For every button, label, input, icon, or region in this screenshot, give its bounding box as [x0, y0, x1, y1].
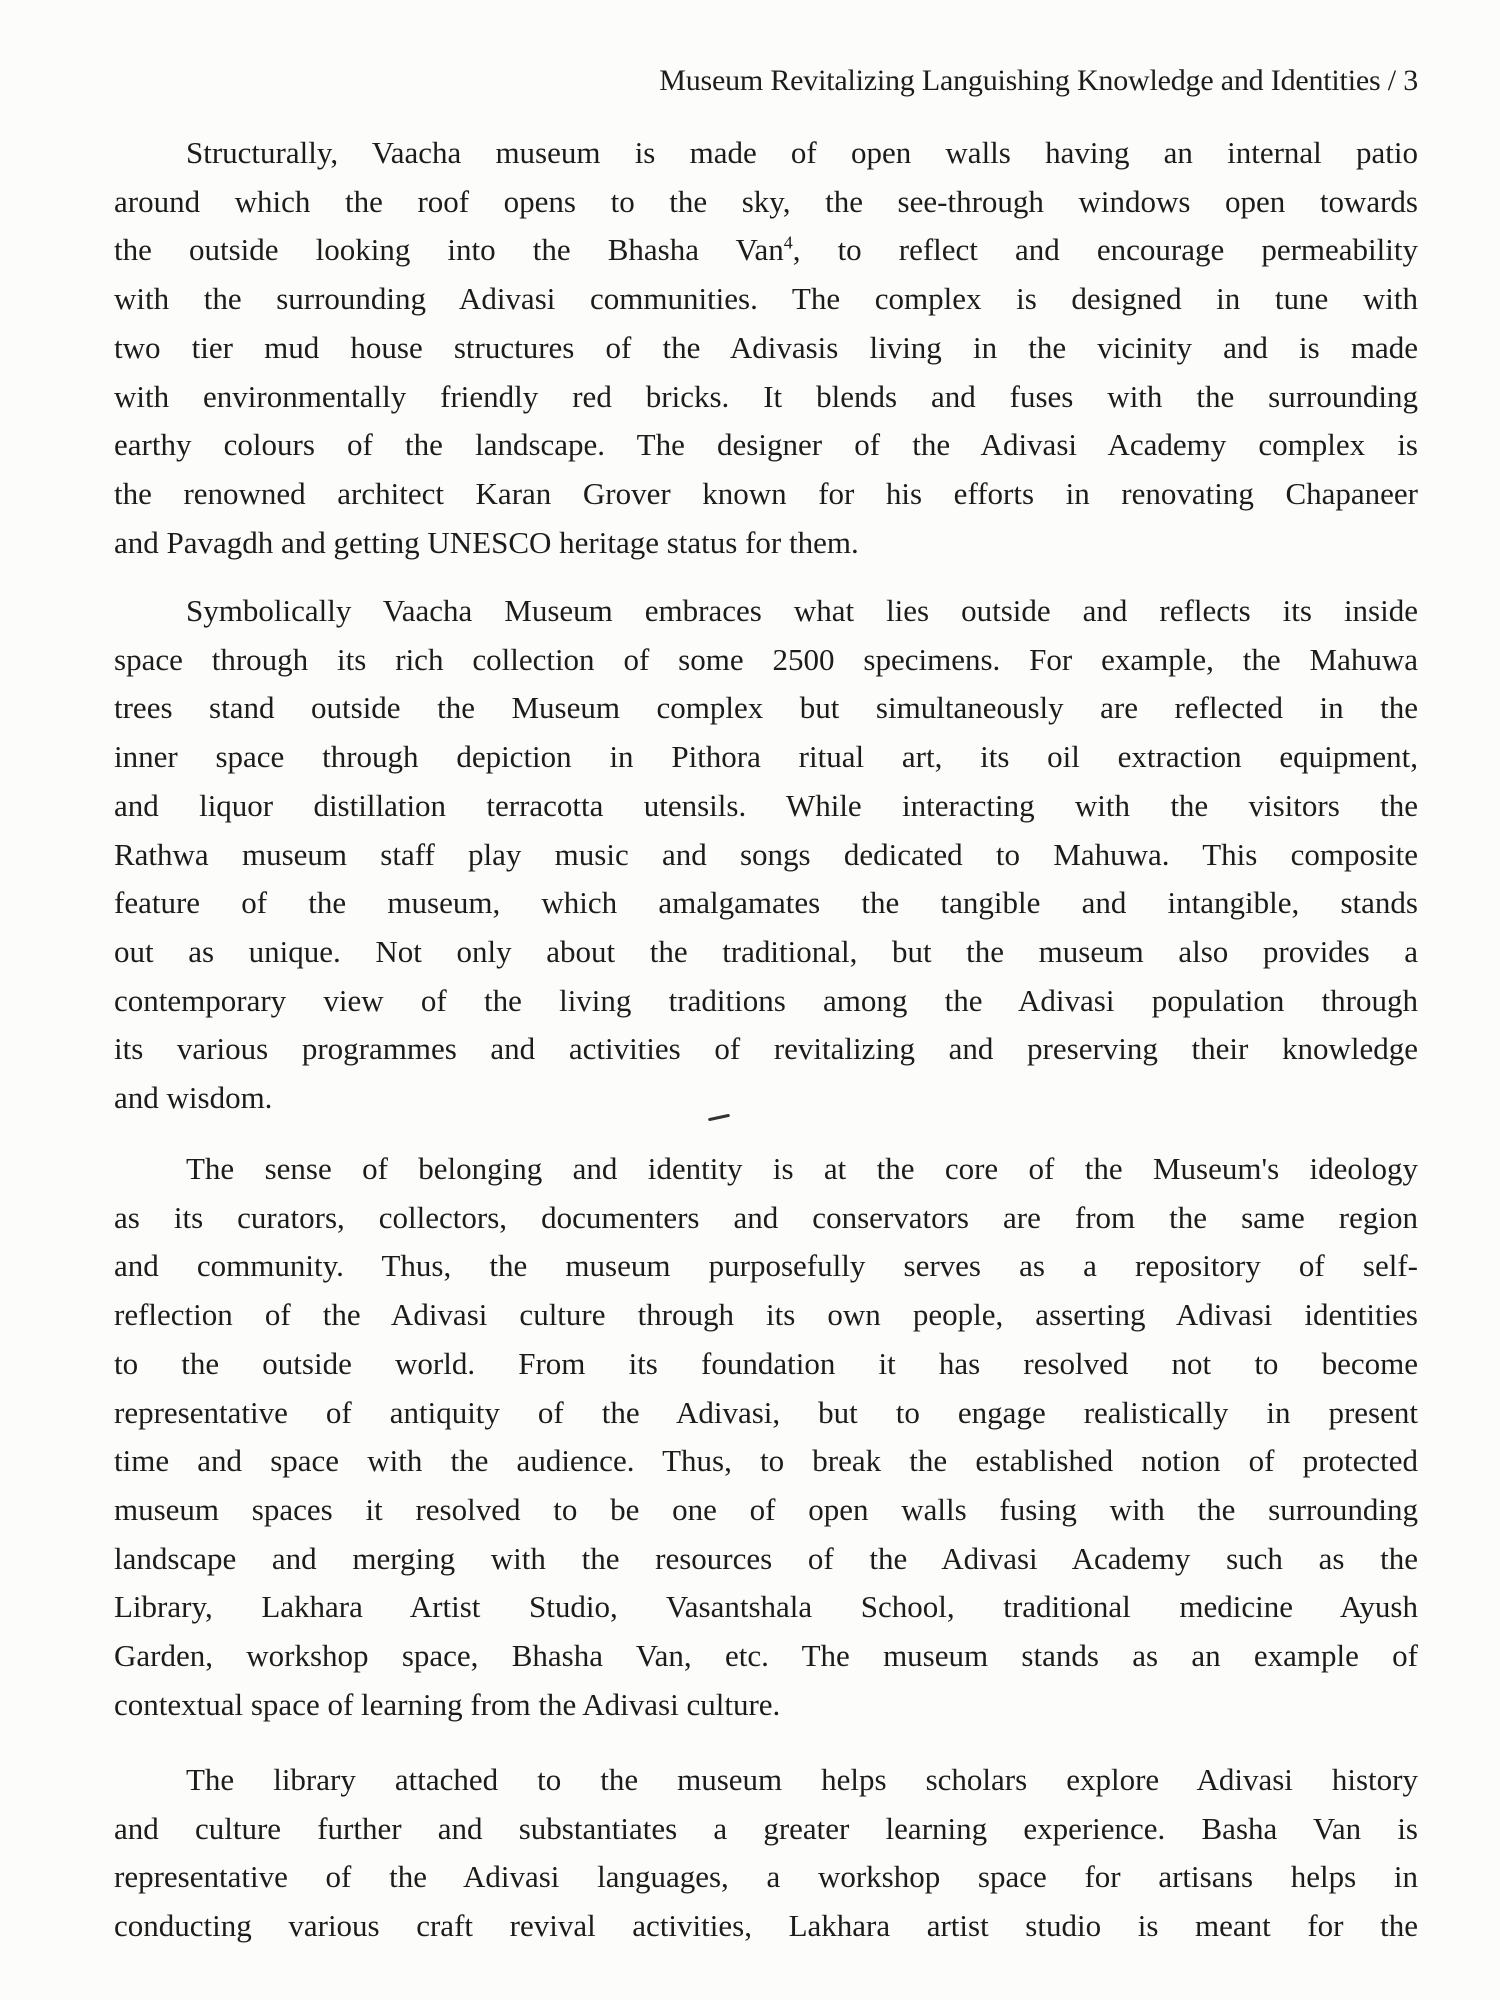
text-line: and liquor distillation terracotta utensils. While interacting with the visitors the	[114, 787, 1418, 823]
text-line: two tier mud house structures of the Adivasis living in the vicinity and is made	[114, 329, 1418, 365]
text-line: museum spaces it resolved to be one of open walls fusing with the surrounding	[114, 1491, 1418, 1527]
text-line: The sense of belonging and identity is at the core of the Museum's ideology	[186, 1151, 1418, 1186]
text-line: and community. Thus, the museum purposefully serves as a repository of self-	[114, 1248, 1418, 1284]
text-line: space through its rich collection of some 2500 specimens. For example, the Mahuwa	[114, 641, 1418, 677]
text-line: and culture further and substantiates a greater learning experience. Basha Van is	[114, 1810, 1418, 1846]
text-line: reflection of the Adivasi culture through its own people, asserting Adivasi identities	[114, 1297, 1418, 1333]
page-number: 3	[1403, 64, 1418, 97]
text-line: landscape and merging with the resources of the Adivasi Academy such as the	[114, 1540, 1418, 1576]
text-line: representative of antiquity of the Adivasi, but to engage realistically in present	[114, 1394, 1418, 1430]
text-line: and Pavagdh and getting UNESCO heritage status for them.	[114, 524, 859, 560]
line-segment: the outside looking into the Bhasha Van	[114, 232, 784, 268]
running-title: Museum Revitalizing Languishing Knowledge and Identities	[659, 64, 1381, 97]
text-line: to the outside world. From its foundation it has resolved not to become	[114, 1345, 1418, 1381]
text-line: out as unique. Not only about the traditional, but the museum also provides a	[114, 933, 1418, 969]
text-line: The library attached to the museum helps scholars explore Adivasi history	[186, 1762, 1418, 1797]
text-line: Structurally, Vaacha museum is made of open walls having an internal patio	[186, 135, 1418, 170]
text-line: representative of the Adivasi languages, a workshop space for artisans helps in	[114, 1859, 1418, 1895]
text-line: and wisdom.	[114, 1080, 273, 1115]
text-line: conducting various craft revival activities, Lakhara artist studio is meant for the	[114, 1908, 1418, 1944]
header-separator: /	[1387, 64, 1396, 97]
text-line: trees stand outside the Museum complex but simultaneously are reflected in the	[114, 690, 1418, 726]
line-segment: , to reflect and encourage permeability	[792, 232, 1418, 268]
text-line: Rathwa museum staff play music and songs dedicated to Mahuwa. This composite	[114, 836, 1418, 872]
text-line: contemporary view of the living traditions among the Adivasi population through	[114, 982, 1418, 1018]
text-line: contextual space of learning from the Adivasi culture.	[114, 1686, 781, 1722]
text-line: with the surrounding Adivasi communities. The complex is designed in tune with	[114, 281, 1418, 317]
text-line: as its curators, collectors, documenters and conservators are from the same region	[114, 1199, 1418, 1235]
text-line: its various programmes and activities of revitalizing and preserving their knowledge	[114, 1031, 1418, 1067]
running-header	[659, 64, 1418, 98]
text-line	[114, 230, 1418, 270]
text-line: time and space with the audience. Thus, to break the established notion of protected	[114, 1443, 1418, 1479]
footnote-ref[interactable]: 4	[783, 233, 793, 254]
text-line: around which the roof opens to the sky, the see-through windows open towards	[114, 183, 1418, 219]
text-line: with environmentally friendly red bricks. It blends and fuses with the surrounding	[114, 378, 1418, 414]
text-line: Library, Lakhara Artist Studio, Vasantshala School, traditional medicine Ayush	[114, 1589, 1418, 1625]
text-line: earthy colours of the landscape. The designer of the Adivasi Academy complex is	[114, 427, 1418, 463]
text-line: Garden, workshop space, Bhasha Van, etc. The museum stands as an example of	[114, 1638, 1418, 1673]
text-line: Symbolically Vaacha Museum embraces what lies outside and reflects its inside	[186, 593, 1418, 628]
text-line: inner space through depiction in Pithora ritual art, its oil extraction equipment,	[114, 739, 1418, 775]
text-line: the renowned architect Karan Grover known for his efforts in renovating Chapaneer	[114, 475, 1418, 511]
text-line: feature of the museum, which amalgamates the tangible and intangible, stands	[114, 885, 1418, 921]
